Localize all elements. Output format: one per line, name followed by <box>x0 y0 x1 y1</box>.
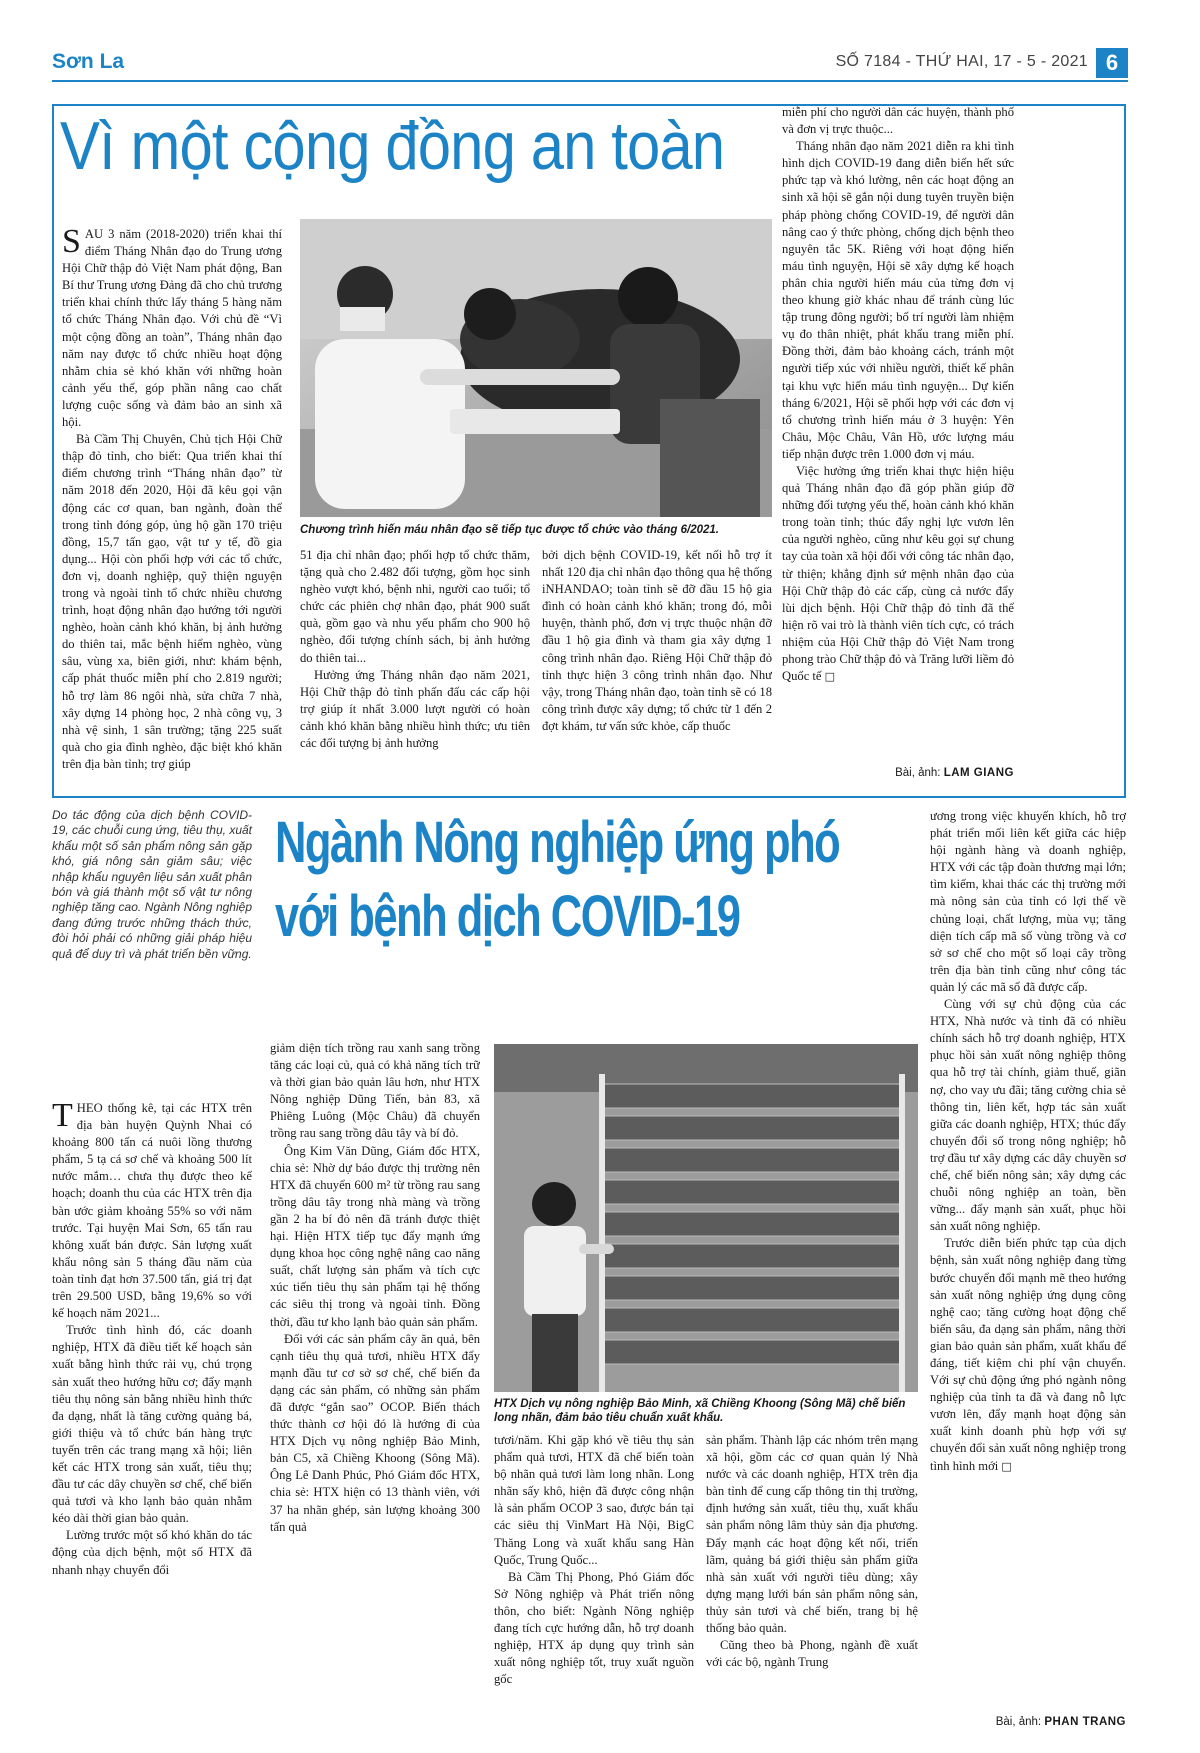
byline-author: LAM GIANG <box>943 767 1014 779</box>
page-header <box>52 48 1128 78</box>
article2-column-5 <box>930 808 1126 1714</box>
article2-paragraph-4: giảm diện tích trồng rau xanh sang trồng tăng các loại củ, quả có khả năng tích trữ và thời gian bảo quản lâu hơn, như HTX Nông nghiệp Dũng Tiến, bản 83, xã Phiêng Luông (Mộc Châu) đã chuyển trồng rau sang trồng dâu tây và bí đỏ. <box>270 1041 480 1141</box>
article-title: Vì một cộng đồng an toàn <box>60 108 725 184</box>
section-name: Sơn La <box>52 50 125 73</box>
article2-paragraph-10: Cũng theo bà Phong, ngành đề xuất với các bộ, ngành Trung <box>706 1638 918 1670</box>
end-mark: □ <box>824 670 836 684</box>
article1-byline <box>782 767 1014 779</box>
article2-photo-caption: HTX Dịch vụ nông nghiệp Bảo Minh, xã Chiềng Khoong (Sông Mã) chế biến long nhãn, đảm bảo tiêu chuẩn xuất khẩu. <box>494 1398 906 1424</box>
article2-sapo: Do tác động của dịch bệnh COVID-19, các chuỗi cung ứng, tiêu thụ, xuất khẩu một số sản phẩm nông sản gặp khó, giá nông sản giảm sâu; việc nhập khẩu nguyên liệu sản xuất phân bón và giá thành một số vật tư nông nghiệp tăng cao. Ngành Nông nghiệp đang đứng trước những thách thức, đòi hỏi phải có những giải pháp hiệu quả để duy trì và phát triển bền vững. <box>52 808 252 961</box>
page-number: 6 <box>1105 50 1119 75</box>
article1-column-2 <box>300 547 530 787</box>
article1-photo-caption: Chương trình hiến máu nhân đạo sẽ tiếp tục được tổ chức vào tháng 6/2021. <box>300 524 719 536</box>
article1-column-3 <box>542 547 772 787</box>
article1-photo <box>300 219 772 517</box>
drop-cap: S <box>62 226 81 260</box>
article2-paragraph-11: ương trong việc khuyến khích, hỗ trợ phát triển mối liên kết giữa các hiệp hội ngành hàng và doanh nghiệp, HTX với các tập đoàn thương mại lớn; tìm kiếm, khai thác các thị trường mới mà nông sản của tỉnh có lợi thế về chủng loại, chất lượng, mùa vụ; tăng diện tích cấp mã số vùng trồng và cơ sở sơ chế cho một số loại cây trồng trên địa bàn tỉnh cũng như công tác quản lý các mã số đã được cấp. <box>930 809 1126 994</box>
article2-paragraph-2: Trước tình hình đó, các doanh nghiệp, HTX đã điều tiết kế hoạch sản xuất bằng hình thức rải vụ, chú trọng sản xuất theo hướng hữu cơ; đẩy mạnh tiêu thụ nông sản bằng nhiều hình thức đa dạng, nhất là tăng cường quảng bá, giới thiệu và tổ chức bán hàng trực tuyến trên các trang mạng xã hội; liên kết các HTX trong sản xuất, tiêu thụ; đầu tư các dây chuyền sơ chế, chế biến quả tươi và kho lạnh bảo quản nhằm kéo dài thời gian bảo quản. <box>52 1323 252 1526</box>
article2-paragraph-1: THEO thống kê, tại các HTX trên địa bàn huyện Quỳnh Nhai có khoảng 800 tấn cá nuôi lồng thương phẩm, 5 tạ cá sơ chế và khoảng 500 lít nước mắm… chưa thụ được theo kế hoạch; doanh thu của các HTX trên địa bàn ước giảm khoảng 55% so với năm trước. Tại huyện Mai Sơn, 65 tấn rau không xuất bán được. Sản lượng xuất khẩu nông sản 5 tháng đầu năm của toàn tỉnh đạt hơn 37.500 tấn, giá trị đạt trên 29.500 USD, bằng 19,6% so với kế hoạch năm 2021... <box>52 1100 252 1321</box>
article2-column-2 <box>270 1040 480 1736</box>
article2-paragraph-13: Trước diễn biến phức tạp của dịch bệnh, sản xuất nông nghiệp đang từng bước chuyển đổi mạnh mẽ theo hướng sản xuất nông nghiệp ứng dụng công nghệ cao; tăng cường hoạt động chế biến sâu, đa dạng sản phẩm, nâng thời gian bảo quản sản phẩm, xuất khẩu để đáng, tiết kiệm chi phí vận chuyển. Với sự chủ động ứng phó ngành nông nghiệp của tỉnh ta đã và đang nỗ lực vươn lên, đẩy mạnh hoạt động sản xuất kinh doanh phù hợp với sự chuyển đổi sản xuất nông nghiệp trong tình hình mới □ <box>930 1236 1126 1473</box>
article2-paragraph-5: Ông Kim Văn Dũng, Giám đốc HTX, chia sẻ: Nhờ dự báo được thị trường nên HTX đã chuyển 600 m² từ trồng rau sang trồng dâu tây trong nhà màng và trồng gần 2 ha bí đỏ nên đã tránh được thiệt hại. Hiện HTX tiếp tục đẩy mạnh ứng dụng khoa học công nghệ nâng cao năng suất, chất lượng sản phẩm và tích cực xúc tiến tiêu thụ sản phẩm tại hệ thống các siêu thị trong và ngoài tỉnh. Đồng thời, đầu tư kho lạnh bảo quản sản phẩm. <box>270 1143 480 1329</box>
article1-paragraph-4: Hưởng ứng Tháng nhân đạo năm 2021, Hội Chữ thập đỏ tỉnh phấn đấu các cấp hội trợ giúp ít nhất 3.000 lượt người có hoàn cảnh khó khăn bằng nhiều hình thức; ưu tiên các đối tượng bị ảnh hưởng <box>300 667 530 751</box>
article2-paragraph-6: Đối với các sản phẩm cây ăn quả, bên cạnh tiêu thụ quả tươi, nhiều HTX đẩy mạnh đầu tư cơ sở sơ chế, chế biến đa dạng các sản phẩm, có những sản phẩm đã được “gắn sao” OCOP. Biến thách thức thành cơ hội đó là hướng đi của HTX Dịch vụ nông nghiệp Bảo Minh, bản C5, xã Chiềng Khoong (Sông Mã). Ông Lê Danh Phúc, Phó Giám đốc HTX, chia sẻ: HTX hiện có 13 thành viên, với 37 ha nhãn ghép, sản lượng khoảng 300 tấn quả <box>270 1331 480 1534</box>
article2-byline <box>930 1716 1126 1728</box>
article2-photo <box>494 1044 918 1392</box>
article2-title-line-2: với bệnh dịch COVID-19 <box>275 884 740 949</box>
byline-author: PHAN TRANG <box>1044 1716 1126 1728</box>
article2-paragraph-8: Bà Cầm Thị Phong, Phó Giám đốc Sở Nông nghiệp và Phát triển nông thôn, cho biết: Ngành Nông nghiệp đang tích cực hướng dẫn, hỗ trợ doanh nghiệp, HTX áp dụng quy trình sản xuất nông nghiệp tốt, truy xuất nguồn gốc <box>494 1569 694 1687</box>
longan-drying-photo <box>494 1044 918 1392</box>
article1-paragraph-5: bởi dịch bệnh COVID-19, kết nối hỗ trợ ít nhất 120 địa chỉ nhân đạo thông qua hệ thống iNHANDAO; toàn tỉnh sẽ đỡ đầu 15 hộ gia đình có hoàn cảnh khó khăn; trong đó, mỗi huyện, thành phố, đơn vị trực thuộc nhận đỡ đầu 1 hộ gia đình và tham gia xây dựng 1 công trình nhân đạo. Riêng Hội Chữ thập đỏ tỉnh thực hiện 3 công trình nhân đạo. Như vậy, trong Tháng nhân đạo, toàn tỉnh sẽ có 18 công trình được xây dựng; tổ chức từ 1 đến 2 đợt khám, tư vấn sức khỏe, cấp thuốc <box>542 548 772 733</box>
article1-paragraph-6: miễn phí cho người dân các huyện, thành phố và đơn vị trực thuộc... <box>782 105 1014 137</box>
blood-donation-photo <box>300 219 772 517</box>
article1-paragraph-1: SAU 3 năm (2018-2020) triển khai thí điểm Tháng Nhân đạo do Trung ương Hội Chữ thập đỏ Việt Nam phát động, Ban Bí thư Trung ương Đảng đã cho chủ trương triển khai chính thức lấy tháng 5 hàng năm tổ chức Tháng Nhân đạo. Với chủ đề “Vì một cộng đồng an toàn”, Tháng nhân đạo năm nay được tổ chức nhiều hoạt động nhằm chia sẻ khó khăn với những hoàn cảnh yếu thế, góp phần nâng cao chất lượng cuộc sống và đảm bảo an sinh xã hội. <box>62 226 282 430</box>
article2-paragraph-9: sản phẩm. Thành lập các nhóm trên mạng xã hội, gồm các cơ quan quản lý Nhà nước và các doanh nghiệp, HTX trên địa bàn tỉnh để cung cấp thông tin thị trường, định hướng sản xuất, tiêu thụ, xuất khẩu sản phẩm nông lâm thủy sản địa phương. Đẩy mạnh các hoạt động kết nối, triển lãm, quảng bá giới thiệu sản phẩm giữa nhà sản xuất với người tiêu dùng; xây dựng mạng lưới bán sản phẩm nông sản, thủy sản tươi và chế biến, trang bị hệ thống bảo quản. <box>706 1433 918 1636</box>
article2-column-1 <box>52 1100 252 1735</box>
article2-column-4 <box>706 1432 918 1736</box>
byline-prefix: Bài, ảnh: <box>995 1716 1042 1728</box>
header-rule <box>52 80 1128 82</box>
byline-prefix: Bài, ảnh: <box>895 767 941 779</box>
article1-column-4 <box>782 104 1014 766</box>
article2-paragraph-3: Lường trước một số khó khăn do tác động của dịch bệnh, một số HTX đã nhanh nhạy chuyển đổi <box>52 1528 252 1577</box>
article1-column-1 <box>62 226 282 786</box>
article2-paragraph-7: tươi/năm. Khi gặp khó về tiêu thụ sản phẩm quả tươi, HTX đã chế biến toàn bộ nhãn quả tươi làm long nhãn. Long nhãn sấy khô, hiện đã được công nhận là sản phẩm OCOP 3 sao, được bán tại các siêu thị VinMart Hà Nội, BigC Thăng Long và xuất khẩu sang Hàn Quốc, Trung Quốc... <box>494 1433 694 1567</box>
article1-paragraph-7: Tháng nhân đạo năm 2021 diễn ra khi tình hình dịch COVID-19 đang diễn biến hết sức phức tạp và khó lường, nên các hoạt động an sinh xã hội sẽ gắn nội dung tuyên truyền biện pháp phòng chống COVID-19, để người dân nâng cao ý thức phòng, chống dịch bệnh theo nguyên tắc 5K. Riêng với hoạt động hiến máu tình nguyện, Hội sẽ xây dựng kế hoạch phân chia người hiến máu của từng đơn vị theo khung giờ khác nhau để tránh cùng lúc tập trung đông người; bố trí người làm nhiệm vụ đo thân nhiệt, phát khẩu trang miễn phí. Đồng thời, đảm bảo khoảng cách, tránh một người tiếp xúc với nhiều người, thiết kế phân tại khu vực hiến máu tình nguyện... Dự kiến tháng 6/2021, Hội sẽ phối hợp với các đơn vị tổ chương trình hiến máu ở 3 huyện: Yên Châu, Mộc Châu, Vân Hồ, ước lượng máu tiếp nhận được trên 1.000 đơn vị máu. <box>782 139 1014 461</box>
article2-title-line-1: Ngành Nông nghiệp ứng phó <box>275 810 840 875</box>
article1-paragraph-2: Bà Cầm Thị Chuyên, Chủ tịch Hội Chữ thập đỏ tỉnh, cho biết: Qua triển khai thí điểm chương trình “Tháng nhân đạo” từ năm 2018 đến 2020, Hội đã kêu gọi vận động các cơ quan, ban ngành, đoàn thể trong tỉnh đóng góp, ủng hộ gần 170 triệu đồng, 15,7 tấn gạo, vật tư y tế, đồ gia dụng... Hội còn phối hợp với các tổ chức, đơn vị, doanh nghiệp, quỹ thiện nguyện trong và ngoài tỉnh tổ chức nhiều chương trình, hoạt động nhân đạo hướng tới người nghèo, hoàn cảnh khó khăn, bị ảnh hưởng do thiên tai, mắc bệnh hiểm nghèo, vùng sâu, vùng xa, biên giới, như: khám bệnh, cấp phát thuốc miễn phí cho 2.819 người; hỗ trợ làm 86 ngôi nhà, sửa chữa 7 nhà, xây dựng 14 phòng học, 2 nhà công vụ, 3 nhà vệ sinh, 1 sân trường; tặng 225 suất quà cho gia đình nghèo, đặc biệt khó khăn trên địa bàn tỉnh; trợ giúp <box>62 432 282 771</box>
article1-paragraph-3: 51 địa chỉ nhân đạo; phối hợp tổ chức thăm, tặng quà cho 2.482 đối tượng, gồm học sinh nghèo vượt khó, bệnh nhi, người cao tuổi; tổ chức các phiên chợ nhân đạo, phát 900 suất quà, gồm gạo và nhu yếu phẩm cho 900 hộ nghèo, đối tượng chính sách, bị ảnh hưởng do thiên tai... <box>300 548 530 665</box>
issue-info: SỐ 7184 - THỨ HAI, 17 - 5 - 2021 <box>835 53 1088 70</box>
drop-cap: T <box>52 1100 73 1134</box>
page-number-box <box>1096 48 1128 78</box>
article2-paragraph-12: Cùng với sự chủ động của các HTX, Nhà nước và tỉnh đã có nhiều chính sách hỗ trợ doanh nghiệp, HTX phục hồi sản xuất nông nghiệp thông qua hỗ trợ tài chính, giảm thuế, giãn nợ, cho vay ưu đãi; tăng cường chia sẻ thông tin, liên kết, hợp tác sản xuất giữa các doanh nghiệp, HTX; thúc đẩy chuyển đổi số trong nông nghiệp; hỗ trợ đầu tư xây dựng các dây chuyền sơ chế, chế biến nông sản; xây dựng các chuỗi nông nghiệp an toàn, bền vững... đẩy mạnh sản xuất, phục hồi sản xuất nông nghiệp. <box>930 997 1126 1234</box>
article2-title <box>275 806 839 954</box>
article1-paragraph-8: Việc hưởng ứng triển khai thực hiện hiệu quả Tháng nhân đạo đã góp phần giúp đỡ những đối tượng yếu thế, hoàn cảnh khó khăn trong toàn tỉnh; thúc đẩy nghị lực vươn lên của người nghèo, cũng như kêu gọi sự chung tay của toàn xã hội đối với công tác nhân đạo, từ thiện; khẳng định sứ mệnh nhân đạo của Hội Chữ thập đỏ các cấp, cùng cả nước đẩy lùi dịch bệnh. Hội Chữ thập đỏ tỉnh đã thể hiện rõ vai trò là thành viên tích cực, có trách nhiệm của Hội Chữ thập đỏ Việt Nam trong phong trào Chữ thập đỏ và Trăng lưỡi liềm đỏ Quốc tế □ <box>782 463 1014 684</box>
end-mark: □ <box>1001 1459 1012 1473</box>
article2-column-3 <box>494 1432 694 1736</box>
